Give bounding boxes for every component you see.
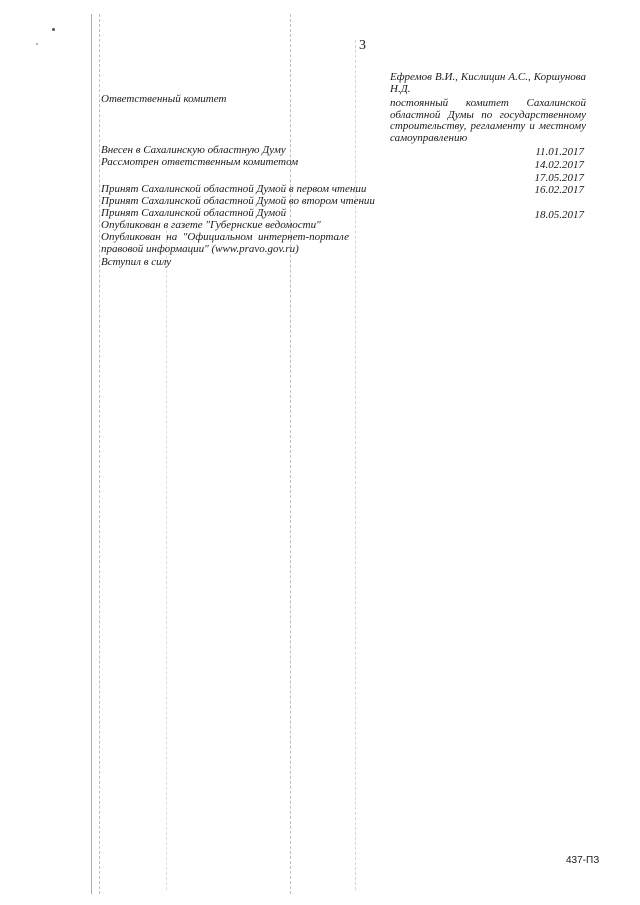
- event-label-first-reading: Принят Сахалинской областной Думой в первом чтении: [101, 183, 367, 195]
- event-label-entered-force: Вступил в силу: [101, 256, 172, 268]
- left-margin-line-2: [99, 14, 100, 894]
- event-date-second-reading: 16.02.2017: [534, 184, 584, 196]
- scan-speck: [52, 28, 55, 31]
- left-margin-line: [91, 14, 92, 894]
- event-label-published-newspaper: Опубликован в газете "Губернские ведомости": [101, 219, 321, 231]
- document-code: 437-ПЗ: [566, 855, 600, 866]
- event-label-submitted: Внесен в Сахалинскую областную Думу: [101, 144, 286, 156]
- center-guide-line: [290, 14, 291, 894]
- committee-name: постоянный комитет Сахалинской областной Думы по государственному строительству, регламенту и местному самоуправлению: [390, 97, 586, 144]
- event-date-published-newspaper: 18.05.2017: [534, 209, 584, 221]
- event-label-adopted: Принят Сахалинской областной Думой: [101, 207, 287, 219]
- page-number: 3: [359, 38, 366, 53]
- event-date-first-reading: 17.05.2017: [534, 172, 584, 184]
- event-label-published-portal: Опубликован на "Официальном интернет-портале правовой информации" (www.pravo.gov.ru): [101, 231, 349, 255]
- authors-text: Ефремов В.И., Кислицин А.С., Коршунова Н.Д.: [390, 71, 586, 95]
- event-date-reviewed: 14.02.2017: [534, 159, 584, 171]
- event-label-second-reading: Принят Сахалинской областной Думой во втором чтении: [101, 195, 375, 207]
- column-guide-line: [166, 230, 167, 890]
- scan-speck: [36, 43, 38, 45]
- committee-label: Ответственный комитет: [101, 93, 227, 105]
- event-label-reviewed: Рассмотрен ответственным комитетом: [101, 156, 299, 168]
- event-date-submitted: 11.01.2017: [535, 146, 584, 158]
- right-guide-line: [355, 40, 356, 890]
